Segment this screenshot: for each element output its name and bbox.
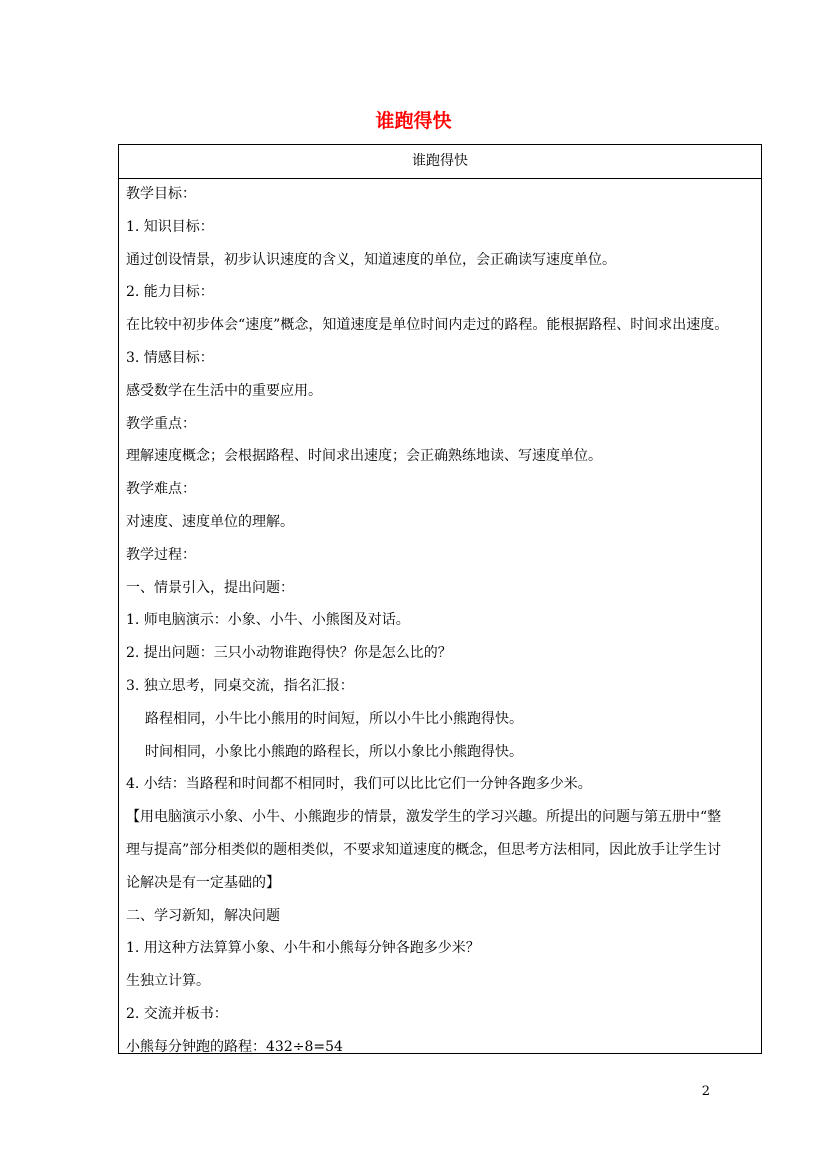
list-item-board-writing: 2. 交流并板书： xyxy=(126,1005,228,1022)
section-heading-process: 教学过程： xyxy=(126,546,196,563)
note-line-1: 【用电脑演示小象、小牛、小熊跑步的情景，激发学生的学习兴趣。所提出的问题与第五册中“整 xyxy=(126,809,722,826)
subheading-knowledge-objective: 1. 知识目标： xyxy=(126,218,214,235)
list-item-question: 2. 提出问题：三只小动物谁跑得快？你是怎么比的？ xyxy=(126,645,452,662)
section-heading-objectives: 教学目标： xyxy=(126,186,196,202)
paragraph-same-distance: 路程相同，小牛比小熊用的时间短，所以小牛比小熊跑得快。 xyxy=(145,710,523,727)
list-item-demo: 1. 师电脑演示：小象、小牛、小熊图及对话。 xyxy=(126,612,410,629)
section-heading-difficulties: 教学难点： xyxy=(126,481,196,498)
document-title: 谁跑得快 xyxy=(375,110,452,132)
list-item-discussion: 3. 独立思考，同桌交流，指名汇报： xyxy=(126,677,354,694)
paragraph-difficulties: 对速度、速度单位的理解。 xyxy=(126,513,294,530)
paragraph-key-points: 理解速度概念；会根据路程、时间求出速度；会正确熟练地读、写速度单位。 xyxy=(126,448,602,465)
subheading-ability-objective: 2. 能力目标： xyxy=(126,284,214,301)
subheading-emotional-objective: 3. 情感目标： xyxy=(126,349,214,366)
table-body-cell xyxy=(119,184,761,1057)
step-heading-new-knowledge: 二、学习新知，解决问题 xyxy=(126,907,280,924)
paragraph-knowledge-objective: 通过创设情景，初步认识速度的含义，知道速度的单位，会正确读写速度单位。 xyxy=(126,251,616,268)
paragraph-independent-calc: 生独立计算。 xyxy=(126,973,210,990)
paragraph-ability-objective: 在比较中初步体会“速度”概念，知道速度是单位时间内走过的路程。能根据路程、时间求出速度。 xyxy=(126,317,729,334)
note-line-3: 论解决是有一定基础的】 xyxy=(126,874,280,891)
lesson-plan-table xyxy=(118,144,762,1054)
section-heading-key-points: 教学重点： xyxy=(126,415,196,432)
table-header-cell: 谁跑得快 xyxy=(119,145,761,179)
paragraph-same-time: 时间相同，小象比小熊跑的路程长，所以小象比小熊跑得快。 xyxy=(145,743,523,760)
paragraph-bear-distance: 小熊每分钟跑的路程：432÷8=54 xyxy=(126,1038,343,1055)
list-item-summary: 4. 小结：当路程和时间都不相同时，我们可以比比它们一分钟各跑多少米。 xyxy=(126,776,592,793)
note-line-2: 理与提高”部分相类似的题相类似，不要求知道速度的概念，但思考方法相同，因此放手让学生讨 xyxy=(126,841,722,858)
paragraph-emotional-objective: 感受数学在生活中的重要应用。 xyxy=(126,382,322,399)
step-heading-introduction: 一、情景引入，提出问题： xyxy=(126,579,294,596)
page-number: 2 xyxy=(701,1084,710,1099)
list-item-calculate: 1. 用这种方法算算小象、小牛和小熊每分钟各跑多少米？ xyxy=(126,940,480,957)
